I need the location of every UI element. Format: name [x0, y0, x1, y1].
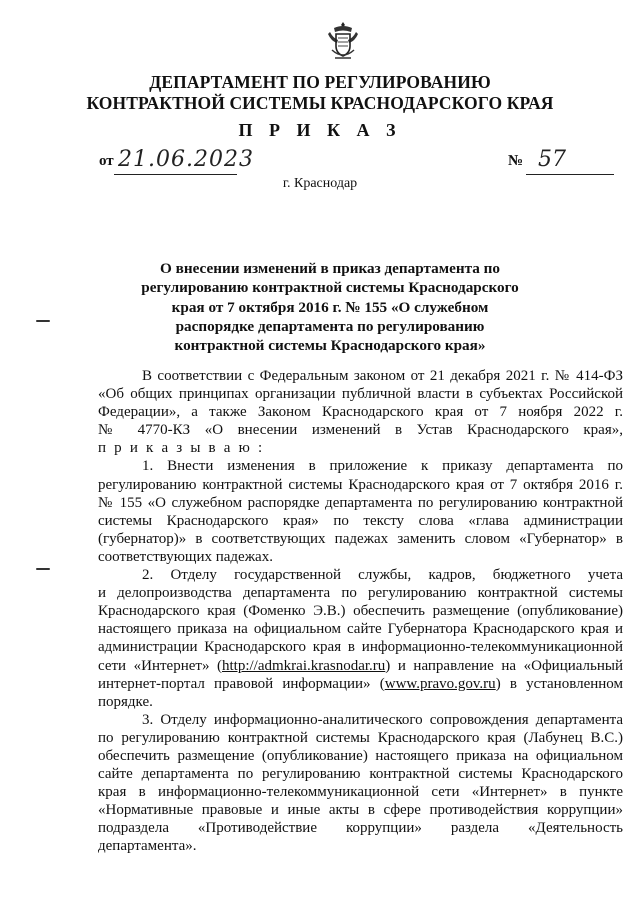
item3-line: 3. Отделу информационно-аналитического сопровождения департамента — [142, 711, 623, 728]
item3-line: подраздела «Противодействие коррупции» раздела «Деятельность — [98, 820, 623, 837]
item3-line: по регулированию контрактной системы Краснодарского края (Лабунец В.С.) — [98, 729, 623, 746]
item2-line: порядке. — [98, 693, 153, 710]
number-value: 57 — [538, 147, 566, 172]
date-value: 21.06.2023 — [118, 147, 254, 172]
item2-line: администрации Краснодарского края в информационно-телекоммуникационной — [98, 639, 623, 656]
department-name-line1: ДЕПАРТАМЕНТ ПО РЕГУЛИРОВАНИЮ — [149, 72, 491, 92]
intro-line: «Об общих принципах организации публичной власти в субъектах Российской — [98, 386, 623, 403]
item2-line: и делопроизводства департамента по регулированию контрактной системы — [98, 585, 623, 602]
margin-mark — [36, 320, 50, 322]
item1-line: (губернатор)» в соответствующих падежах заменить словом «Губернатор» в — [98, 530, 623, 547]
subject-line: О внесении изменений в приказ департамента по — [160, 260, 500, 277]
item1-line: регулированию контрактной системы Краснодарского края от 7 октября 2016 г. — [98, 476, 623, 493]
subject-line: края от 7 октября 2016 г. № 155 «О служебном — [171, 298, 489, 316]
item1-line: соответствующих падежах. — [98, 548, 273, 565]
item2-text: интернет-портал правовой информации» ( — [98, 675, 385, 692]
item2-text: ) в установленном — [495, 675, 623, 692]
item2-line: настоящего приказа на официальном сайте Губернатора Краснодарского края и — [98, 621, 623, 638]
document-body — [98, 367, 623, 856]
document-type-title: П Р И К А З — [238, 120, 402, 140]
item1-line: № 155 «О служебном распорядке департамента по регулированию контрактной — [98, 494, 623, 511]
intro-line: Федерации», а также Законом Краснодарского края от 7 ноября 2022 г. — [98, 404, 623, 421]
item3-line: обеспечить размещение (опубликование) настоящего приказа на официальном — [98, 747, 623, 764]
item1-line: 1. Внести изменения в приложение к приказу департамента по — [142, 458, 623, 475]
item3-line: департамента». — [98, 838, 197, 855]
intro-line: В соответствии с Федеральным законом от 21 декабря 2021 г. № 414-ФЗ — [142, 368, 623, 384]
order-word: п р и к а з ы в а ю : — [98, 440, 265, 457]
item2-line — [98, 675, 623, 693]
item3-line: края в информационно-телекоммуникационной сети «Интернет» в пункте — [98, 784, 623, 801]
number-underline — [526, 174, 614, 175]
margin-mark — [36, 568, 50, 570]
item2-line — [98, 657, 623, 675]
department-name-line2: КОНТРАКТНОЙ СИСТЕМЫ КРАСНОДАРСКОГО КРАЯ — [86, 93, 554, 113]
date-label: от — [99, 153, 114, 169]
subject-line: контрактной системы Краснодарского края» — [174, 337, 486, 355]
subject-line: регулированию контрактной системы Краснодарского — [141, 279, 519, 297]
item2-line: Краснодарского края (Фоменко Э.В.) обеспечить размещение (опубликование) — [98, 603, 623, 620]
city: г. Краснодар — [282, 176, 358, 191]
intro-line: № 4770-КЗ «О внесении изменений в Устав Краснодарского края», — [98, 422, 623, 439]
item3-line: «Нормативные правовые и иные акты в сфере противодействия коррупции» — [98, 802, 623, 819]
admkrai-link[interactable]: http://admkrai.krasnodar.ru — [222, 657, 386, 674]
item2-line: 2. Отделу государственной службы, кадров, бюджетного учета — [142, 567, 623, 584]
item3-line: сайте департамента по регулированию контрактной системы Краснодарского — [98, 766, 623, 783]
number-label: № — [508, 153, 524, 169]
pravo-link[interactable]: www.pravo.gov.ru — [384, 675, 496, 692]
document-subject — [130, 259, 530, 355]
item2-text: ) и направление на «Официальный — [385, 657, 623, 674]
coat-of-arms-icon — [326, 20, 360, 64]
item2-text: сети «Интернет» ( — [98, 657, 222, 674]
item1-line: системы Краснодарского края» по тексту слова «глава администрации — [98, 512, 623, 529]
subject-line: распорядке департамента по регулированию — [175, 317, 485, 335]
date-underline — [114, 174, 237, 175]
